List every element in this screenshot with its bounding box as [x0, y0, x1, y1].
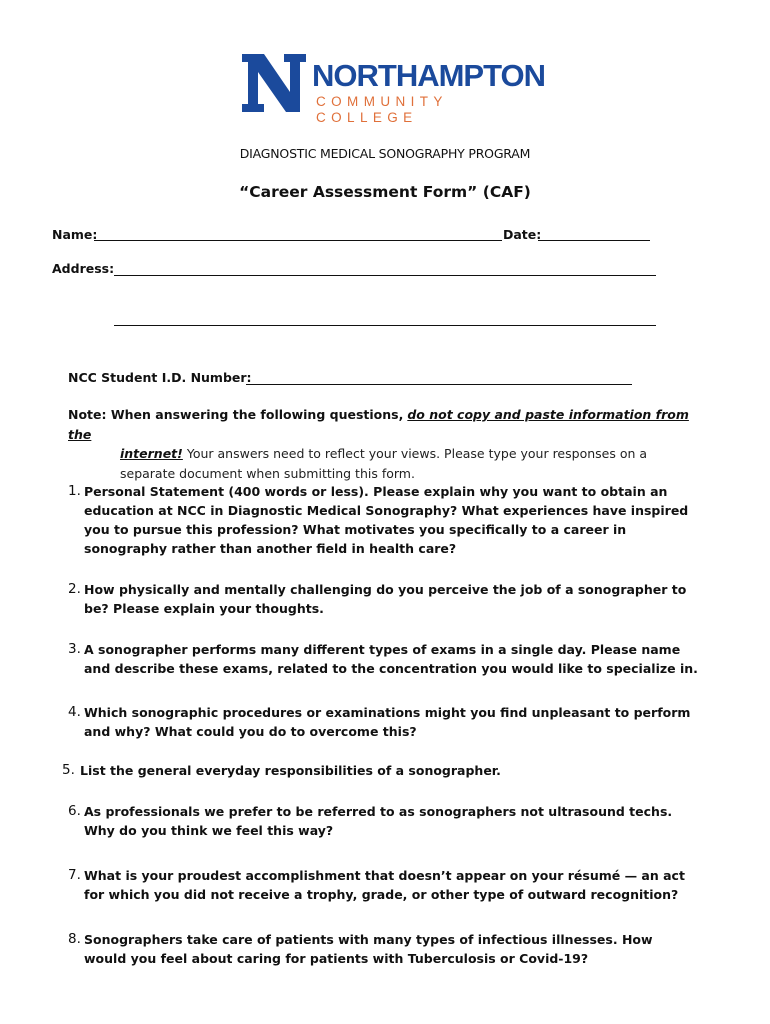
question-item: [68, 580, 698, 618]
question-item: [68, 930, 698, 968]
address-label: Address:: [52, 261, 115, 276]
note-lead: Note: When answering the following questions,: [68, 407, 404, 422]
student-id-field[interactable]: [246, 384, 632, 385]
question-number: 2.: [68, 581, 81, 597]
college-logo: [240, 52, 550, 125]
question-number: 7.: [68, 867, 81, 883]
logo-n-mark-icon: [240, 52, 308, 114]
date-label: Date:: [503, 227, 542, 242]
date-field[interactable]: [538, 240, 650, 241]
form-title: “Career Assessment Form” (CAF): [239, 183, 531, 201]
student-id-label: NCC Student I.D. Number:: [68, 370, 252, 385]
question-item: [68, 640, 698, 678]
question-number: 3.: [68, 641, 81, 657]
question-text: How physically and mentally challenging do you perceive the job of a sonographer to be? Please explain your thoughts.: [84, 582, 687, 616]
question-number: 5.: [62, 762, 75, 778]
address-field-line-2[interactable]: [114, 325, 656, 326]
question-number: 1.: [68, 483, 81, 499]
name-label: Name:: [52, 227, 98, 242]
question-text: What is your proudest accomplishment that doesn’t appear on your résumé — an act for which you did not receive a trophy, grade, or other type of outward recognition?: [84, 868, 685, 902]
note-body: Your answers need to reflect your views. Please type your responses on a separate document when submitting this form.: [120, 446, 648, 481]
question-item: [62, 761, 692, 780]
logo-wordmark: NORTHAMPTON: [312, 58, 545, 93]
question-item: [68, 866, 698, 904]
program-name: DIAGNOSTIC MEDICAL SONOGRAPHY PROGRAM: [239, 146, 531, 161]
note-emphasis-2: internet!: [120, 446, 183, 461]
question-text: List the general everyday responsibilities of a sonographer.: [80, 763, 501, 778]
instructions-note: [68, 405, 698, 483]
question-number: 6.: [68, 803, 81, 819]
logo-subtitle: COMMUNITY COLLEGE: [316, 94, 448, 125]
question-text: Personal Statement (400 words or less). Please explain why you want to obtain an education at NCC in Diagnostic Medical Sonography? What experiences have inspired you to pursue this profession? What motivates you specifically to a career in sonography rather than another field in health care?: [84, 484, 689, 556]
question-item: [68, 802, 698, 840]
question-number: 4.: [68, 704, 81, 720]
question-number: 8.: [68, 931, 81, 947]
question-item: [68, 703, 698, 741]
question-text: As professionals we prefer to be referred to as sonographers not ultrasound techs. Why do you think we feel this way?: [84, 804, 673, 838]
note-emphasis-1: do not copy and paste information from the: [68, 407, 689, 442]
question-text: A sonographer performs many different types of exams in a single day. Please name and describe these exams, related to the concentration you would like to specialize in.: [84, 642, 698, 676]
question-item: [68, 482, 698, 558]
question-text: Which sonographic procedures or examinations might you find unpleasant to perform and why? What could you do to overcome this?: [84, 705, 691, 739]
name-field[interactable]: [94, 240, 502, 241]
address-field-line-1[interactable]: [114, 275, 656, 276]
question-text: Sonographers take care of patients with many types of infectious illnesses. How would you feel about caring for patients with Tuberculosis or Covid-19?: [84, 932, 653, 966]
